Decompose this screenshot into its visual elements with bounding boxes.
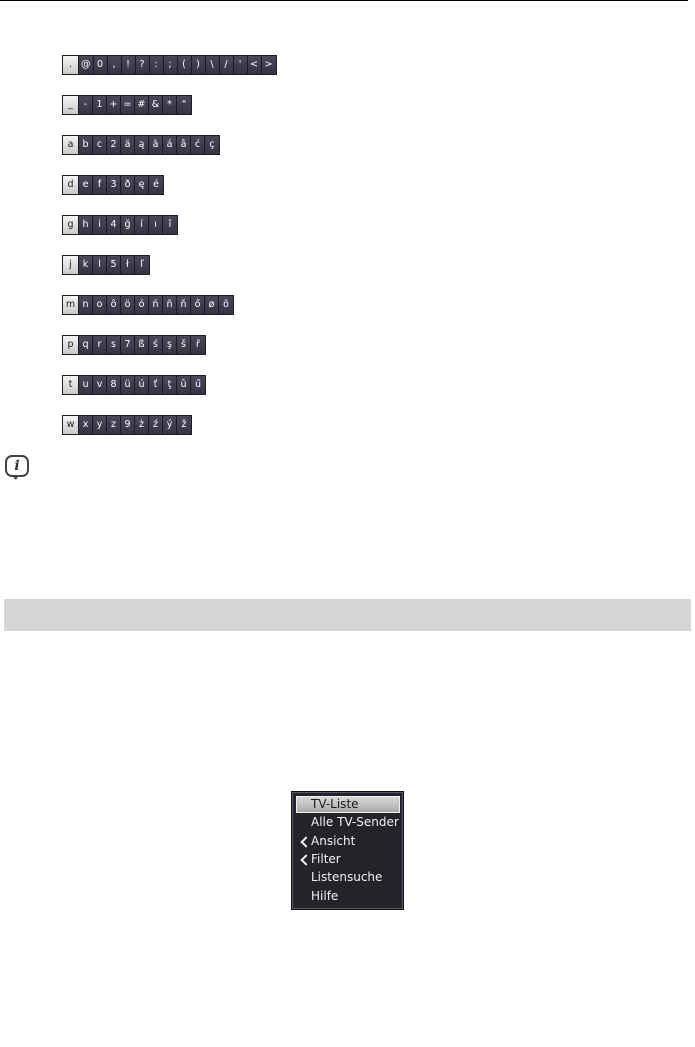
key: â — [177, 136, 191, 154]
key-row — [62, 215, 178, 235]
key-row — [62, 55, 277, 75]
key: ž — [177, 416, 191, 434]
key: y — [93, 416, 107, 434]
tv-list-menu — [291, 791, 404, 910]
key: k — [79, 256, 93, 274]
key-highlighted: m — [63, 296, 79, 314]
chevron-left-icon — [300, 854, 311, 865]
key-highlighted: p — [63, 336, 79, 354]
key: b — [79, 136, 93, 154]
menu-item[interactable] — [296, 814, 400, 831]
key: ł — [121, 256, 135, 274]
key-highlighted: a — [63, 136, 79, 154]
key: ű — [191, 376, 205, 394]
key: 3 — [107, 176, 121, 194]
menu-item-label: TV-Liste — [311, 797, 359, 811]
key: ) — [192, 56, 206, 74]
key: ô — [107, 296, 121, 314]
key: ß — [135, 336, 149, 354]
key: í — [135, 216, 149, 234]
key-row — [62, 255, 150, 275]
key: ó — [135, 296, 149, 314]
key-row — [62, 415, 192, 435]
key: ý — [163, 416, 177, 434]
key: v — [93, 376, 107, 394]
key: = — [121, 96, 135, 114]
key: ź — [149, 416, 163, 434]
key: ś — [149, 336, 163, 354]
key-highlighted: d — [63, 176, 79, 194]
key: ő — [191, 296, 205, 314]
key: i — [93, 216, 107, 234]
key: ú — [135, 376, 149, 394]
key: o — [93, 296, 107, 314]
key: ö — [121, 296, 135, 314]
menu-item[interactable] — [296, 869, 400, 886]
key-highlighted: _ — [63, 96, 79, 114]
key: ı — [149, 216, 163, 234]
key: @ — [79, 56, 94, 74]
key: \ — [206, 56, 220, 74]
key: " — [177, 96, 191, 114]
key: + — [107, 96, 121, 114]
key: 5 — [107, 256, 121, 274]
key: 0 — [94, 56, 108, 74]
key: : — [150, 56, 164, 74]
key: ť — [149, 376, 163, 394]
key: ð — [121, 176, 135, 194]
key: c — [93, 136, 107, 154]
key: ń — [149, 296, 163, 314]
key: ' — [234, 56, 248, 74]
menu-item-label: Alle TV-Sender — [311, 815, 399, 830]
key: ă — [149, 136, 163, 154]
key: ä — [121, 136, 135, 154]
key: ę — [135, 176, 149, 194]
key: ğ — [121, 216, 135, 234]
key-highlighted: g — [63, 216, 79, 234]
key: õ — [219, 296, 233, 314]
key: 7 — [121, 336, 135, 354]
key: q — [79, 336, 93, 354]
key-highlighted: t — [63, 376, 79, 394]
menu-item-label: Listensuche — [311, 870, 383, 885]
key-highlighted: w — [63, 416, 79, 434]
key: h — [79, 216, 93, 234]
key-highlighted: j — [63, 256, 79, 274]
key: r — [93, 336, 107, 354]
key-row — [62, 135, 220, 155]
key: - — [79, 96, 93, 114]
key: ą — [135, 136, 149, 154]
key: s — [107, 336, 121, 354]
key: z — [107, 416, 121, 434]
key: ; — [164, 56, 178, 74]
key: ñ — [163, 296, 177, 314]
key-row — [62, 295, 234, 315]
key-row — [62, 95, 192, 115]
key: ż — [135, 416, 149, 434]
key: l — [93, 256, 107, 274]
key: ľ — [135, 256, 149, 274]
key: é — [149, 176, 163, 194]
key: < — [248, 56, 262, 74]
chevron-left-icon — [300, 836, 311, 847]
key: / — [220, 56, 234, 74]
menu-item-label: Filter — [311, 851, 341, 866]
key: š — [177, 336, 191, 354]
key: ü — [121, 376, 135, 394]
menu-item[interactable] — [296, 851, 400, 868]
key: ç — [205, 136, 219, 154]
section-header-bar — [4, 599, 691, 631]
key: # — [135, 96, 149, 114]
key: * — [163, 96, 177, 114]
key-highlighted: . — [63, 56, 79, 74]
key: ? — [136, 56, 150, 74]
key: á — [163, 136, 177, 154]
key: ( — [178, 56, 192, 74]
key: ň — [177, 296, 191, 314]
key: 1 — [93, 96, 107, 114]
key-row — [62, 335, 206, 355]
menu-item[interactable] — [296, 888, 400, 905]
key: > — [262, 56, 276, 74]
key: e — [79, 176, 93, 194]
info-icon: i — [5, 455, 29, 477]
key: ć — [191, 136, 205, 154]
menu-item[interactable] — [296, 833, 400, 850]
key: u — [79, 376, 93, 394]
key: ø — [205, 296, 219, 314]
key: , — [108, 56, 122, 74]
key: 2 — [107, 136, 121, 154]
key: x — [79, 416, 93, 434]
key-row — [62, 175, 164, 195]
key: ş — [163, 336, 177, 354]
key-row — [62, 375, 206, 395]
key: & — [149, 96, 163, 114]
key: ţ — [163, 376, 177, 394]
key: 9 — [121, 416, 135, 434]
menu-item-label: Hilfe — [311, 888, 339, 903]
key: n — [79, 296, 93, 314]
key: ! — [122, 56, 136, 74]
key: ř — [191, 336, 205, 354]
key: î — [163, 216, 177, 234]
top-rule — [0, 0, 688, 1]
key: û — [177, 376, 191, 394]
key: 4 — [107, 216, 121, 234]
menu-item[interactable] — [296, 796, 400, 813]
key: 8 — [107, 376, 121, 394]
key: f — [93, 176, 107, 194]
menu-item-label: Ansicht — [311, 833, 356, 848]
